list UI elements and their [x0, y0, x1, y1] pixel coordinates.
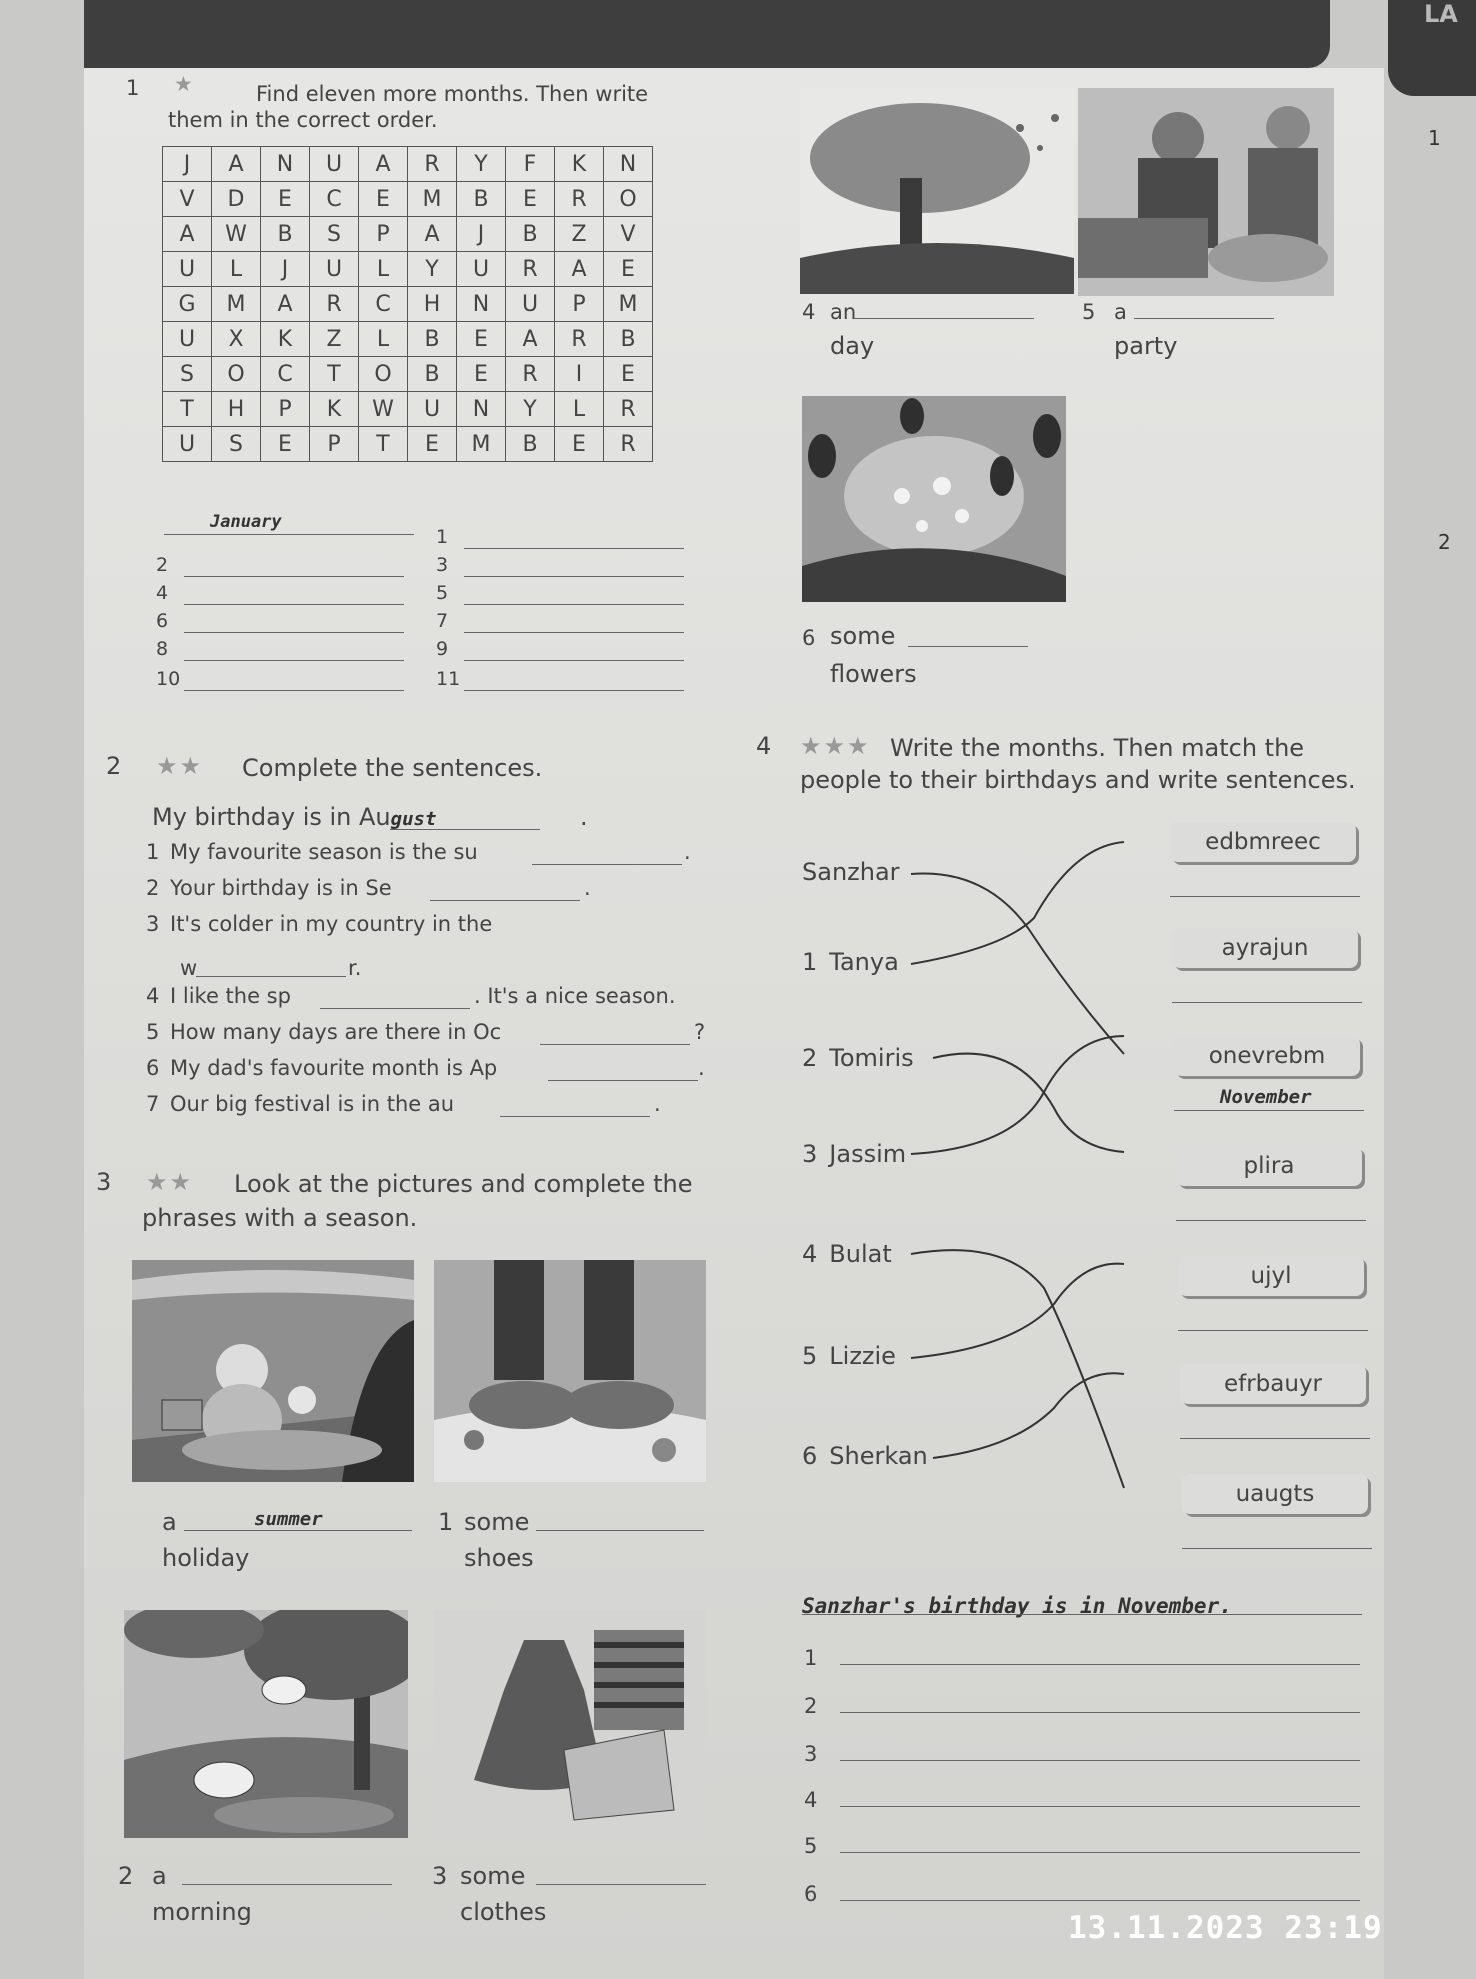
grid-cell: O: [604, 182, 653, 217]
grid-cell: H: [212, 392, 261, 427]
ex3-a-answer: summer: [254, 1508, 323, 1530]
ex2-example-end: .: [580, 803, 588, 831]
answer-line: [840, 1900, 1360, 1901]
grid-cell: E: [457, 357, 506, 392]
grid-cell: C: [359, 287, 408, 322]
ex2-item-text: My dad's favourite month is Ap: [170, 1056, 498, 1080]
grid-cell: A: [261, 287, 310, 322]
ex3-4-label: 4: [802, 300, 816, 324]
answer-line: [840, 1760, 1360, 1761]
sentence-number: 5: [804, 1834, 818, 1858]
grid-cell: E: [408, 427, 457, 462]
person-number: 4: [802, 1240, 818, 1268]
ex2-item-text: I like the sp: [170, 984, 291, 1008]
grid-cell: O: [212, 357, 261, 392]
answer-number: 11: [436, 668, 461, 690]
grid-cell: M: [212, 287, 261, 322]
answer-line: [840, 1712, 1360, 1713]
ex3-stars: ★★: [146, 1168, 194, 1196]
person-name: Sanzhar: [802, 858, 900, 886]
grid-cell: D: [212, 182, 261, 217]
grid-cell: A: [555, 252, 604, 287]
grid-cell: G: [163, 287, 212, 322]
ex1-instruction-2: them in the correct order.: [168, 108, 438, 132]
ex2-item-ending: . It's a nice season.: [474, 984, 676, 1008]
grid-cell: P: [310, 427, 359, 462]
grid-cell: U: [163, 427, 212, 462]
answer-number: 9: [436, 638, 449, 660]
person-label: [802, 858, 900, 886]
grid-cell: B: [506, 427, 555, 462]
ex3-3-noun: clothes: [460, 1898, 547, 1926]
grid-cell: E: [261, 427, 310, 462]
answer-line: [840, 1664, 1360, 1665]
grid-cell: L: [359, 252, 408, 287]
grid-cell: K: [310, 392, 359, 427]
anagram-box: edbmreec: [1170, 822, 1356, 862]
grid-cell: M: [457, 427, 506, 462]
grid-cell: R: [555, 182, 604, 217]
person-name: Bulat: [829, 1240, 892, 1268]
photo-timestamp: 13.11.2023 23:19: [1068, 1910, 1383, 1946]
grid-cell: L: [555, 392, 604, 427]
person-label: [802, 1140, 906, 1168]
ex2-item-text: Your birthday is in Se: [170, 876, 392, 900]
answer-number: 4: [156, 582, 169, 604]
grid-cell: T: [310, 357, 359, 392]
person-number: 5: [802, 1342, 818, 1370]
sentence-number: 3: [804, 1742, 818, 1766]
answer-number: 1: [436, 526, 449, 548]
grid-cell: E: [457, 322, 506, 357]
ex2-instruction: Complete the sentences.: [242, 754, 543, 782]
answer-line: [1176, 1220, 1366, 1221]
person-number: 6: [802, 1442, 818, 1470]
grid-cell: C: [261, 357, 310, 392]
grid-cell: U: [310, 147, 359, 182]
person-label: [802, 1442, 928, 1470]
answer-line: [1170, 896, 1360, 897]
anagram-box: ayrajun: [1172, 928, 1358, 968]
ex1-example-answer: January: [210, 512, 282, 532]
ex2-item-number: 2: [146, 876, 160, 900]
ex3-3-prefix: some: [460, 1862, 526, 1890]
grid-cell: B: [506, 217, 555, 252]
grid-cell: R: [408, 147, 457, 182]
answer-number: 10: [156, 668, 181, 690]
grid-cell: U: [506, 287, 555, 322]
ex2-item3-end: r.: [348, 956, 362, 980]
answer-number: 5: [436, 582, 449, 604]
ex3-1-noun: shoes: [464, 1544, 534, 1572]
grid-cell: J: [163, 147, 212, 182]
ex2-item-text: It's colder in my country in the: [170, 912, 493, 936]
corner-tab-label: LA: [1424, 0, 1458, 28]
person-name: Jassim: [829, 1140, 907, 1168]
answer-line: [1178, 1330, 1368, 1331]
answer-line: [802, 1614, 1362, 1615]
margin-number-2: 2: [1438, 530, 1451, 554]
grid-cell: R: [310, 287, 359, 322]
grid-cell: P: [555, 287, 604, 322]
person-name: Tomiris: [829, 1044, 914, 1072]
ex4-instruction: Write the months. Then match the: [890, 734, 1305, 762]
grid-cell: U: [163, 252, 212, 287]
person-label: [802, 1240, 892, 1268]
person-label: [802, 1044, 914, 1072]
ex3-1-label: 1: [438, 1508, 454, 1536]
ex2-item-ending: ?: [694, 1020, 706, 1044]
grid-cell: P: [359, 217, 408, 252]
grid-cell: V: [604, 217, 653, 252]
ex3-a-label: a: [162, 1508, 177, 1536]
ex2-item-ending: .: [654, 1092, 661, 1116]
answer-number: 8: [156, 638, 169, 660]
anagram-box: efrbauyr: [1180, 1364, 1366, 1404]
answer-line: [1174, 1110, 1364, 1111]
grid-cell: E: [261, 182, 310, 217]
grid-cell: U: [408, 392, 457, 427]
grid-cell: M: [408, 182, 457, 217]
ex2-number: 2: [106, 752, 122, 780]
grid-cell: R: [506, 252, 555, 287]
ex2-item3-start: w: [180, 956, 198, 980]
ex3-4-prefix: an: [830, 300, 857, 324]
grid-cell: B: [408, 357, 457, 392]
ex2-stars: ★★: [156, 752, 204, 780]
ex2-item-ending: .: [698, 1056, 705, 1080]
grid-cell: T: [359, 427, 408, 462]
anagram-box: onevrebm: [1174, 1036, 1360, 1076]
ex3-1-prefix: some: [464, 1508, 530, 1536]
answer-number: 3: [436, 554, 449, 576]
grid-cell: K: [261, 322, 310, 357]
workbook-page: [84, 68, 1451, 1979]
grid-cell: A: [359, 147, 408, 182]
grid-cell: Y: [408, 252, 457, 287]
ex3-2-label: 2: [118, 1862, 134, 1890]
person-number: 1: [802, 948, 818, 976]
ex4-instruction-2: people to their birthdays and write sentences.: [800, 766, 1356, 794]
ex3-2-noun: morning: [152, 1898, 252, 1926]
ex2-item-text: My favourite season is the su: [170, 840, 478, 864]
ex3-a-noun: holiday: [162, 1544, 250, 1572]
grid-cell: A: [163, 217, 212, 252]
ex2-item-ending: .: [584, 876, 591, 900]
grid-cell: T: [163, 392, 212, 427]
ex4-stars: ★★★: [800, 732, 871, 760]
ex1-stars: ★: [174, 72, 195, 96]
answer-line: [840, 1852, 1360, 1853]
ex3-5-label: 5: [1082, 300, 1096, 324]
grid-cell: B: [457, 182, 506, 217]
grid-cell: O: [359, 357, 408, 392]
answer-number: 6: [156, 610, 169, 632]
ex2-example-answer: gust: [390, 808, 437, 830]
grid-cell: C: [310, 182, 359, 217]
answer-line: [1180, 1438, 1370, 1439]
grid-cell: A: [506, 322, 555, 357]
grid-cell: A: [212, 147, 261, 182]
grid-cell: K: [555, 147, 604, 182]
grid-cell: Z: [555, 217, 604, 252]
person-name: Sherkan: [829, 1442, 928, 1470]
person-name: Tanya: [829, 948, 899, 976]
grid-cell: U: [457, 252, 506, 287]
anagram-box: uaugts: [1182, 1474, 1368, 1514]
person-number: 3: [802, 1140, 818, 1168]
anagram-answer: November: [1220, 1086, 1312, 1108]
answer-number: 7: [436, 610, 449, 632]
answer-line: [840, 1806, 1360, 1807]
ex4-number: 4: [756, 732, 772, 760]
ex1-instruction: Find eleven more months. Then write: [256, 82, 649, 106]
grid-cell: R: [604, 427, 653, 462]
ex2-item-number: 6: [146, 1056, 160, 1080]
grid-cell: N: [457, 392, 506, 427]
ex2-item-number: 7: [146, 1092, 160, 1116]
grid-cell: E: [359, 182, 408, 217]
grid-cell: R: [604, 392, 653, 427]
ex4-example-sentence: Sanzhar's birthday is in November.: [802, 1594, 1232, 1618]
ex3-6-label: 6: [802, 626, 816, 650]
margin-number-1: 1: [1428, 126, 1441, 150]
anagram-box: plira: [1176, 1146, 1362, 1186]
ex3-number: 3: [96, 1168, 112, 1196]
top-banner: [84, 0, 1330, 68]
grid-cell: B: [408, 322, 457, 357]
grid-cell: E: [506, 182, 555, 217]
sentence-number: 6: [804, 1882, 818, 1906]
grid-cell: B: [604, 322, 653, 357]
grid-cell: J: [261, 252, 310, 287]
grid-cell: B: [261, 217, 310, 252]
ex2-example-before: My birthday is in Au: [152, 803, 391, 831]
ex2-item-number: 4: [146, 984, 160, 1008]
anagram-box: ujyl: [1178, 1256, 1364, 1296]
ex2-item-ending: .: [684, 840, 691, 864]
ex3-2-prefix: a: [152, 1862, 167, 1890]
grid-cell: N: [261, 147, 310, 182]
grid-cell: I: [555, 357, 604, 392]
grid-cell: L: [212, 252, 261, 287]
grid-cell: E: [555, 427, 604, 462]
ex1-number: 1: [126, 76, 140, 100]
grid-cell: E: [604, 252, 653, 287]
grid-cell: U: [163, 322, 212, 357]
grid-cell: V: [163, 182, 212, 217]
person-label: [802, 1342, 896, 1370]
ex2-item-text: How many days are there in Oc: [170, 1020, 502, 1044]
answer-line: [1182, 1548, 1372, 1549]
grid-cell: N: [457, 287, 506, 322]
grid-cell: N: [604, 147, 653, 182]
person-label: [802, 948, 899, 976]
person-number: 2: [802, 1044, 818, 1072]
ex3-6-noun: flowers: [830, 660, 917, 688]
grid-cell: L: [359, 322, 408, 357]
ex3-6-prefix: some: [830, 622, 896, 650]
ex2-item-text: Our big festival is in the au: [170, 1092, 455, 1116]
grid-cell: P: [261, 392, 310, 427]
ex3-instruction: Look at the pictures and complete the: [234, 1170, 693, 1198]
ex3-instruction-2: phrases with a season.: [142, 1204, 418, 1232]
ex3-5-prefix: a: [1114, 300, 1127, 324]
ex2-item-number: 5: [146, 1020, 160, 1044]
grid-cell: S: [163, 357, 212, 392]
grid-cell: R: [555, 322, 604, 357]
grid-cell: F: [506, 147, 555, 182]
sentence-number: 2: [804, 1694, 818, 1718]
grid-cell: E: [604, 357, 653, 392]
ex3-4-noun: day: [830, 332, 875, 360]
grid-cell: H: [408, 287, 457, 322]
grid-cell: Y: [506, 392, 555, 427]
grid-cell: M: [604, 287, 653, 322]
answer-line: [1172, 1002, 1362, 1003]
grid-cell: W: [212, 217, 261, 252]
grid-cell: W: [359, 392, 408, 427]
answer-number: 2: [156, 554, 169, 576]
ex2-item-number: 1: [146, 840, 160, 864]
grid-cell: Z: [310, 322, 359, 357]
sentence-number: 4: [804, 1788, 818, 1812]
ex3-5-noun: party: [1114, 332, 1178, 360]
grid-cell: U: [310, 252, 359, 287]
ex2-item-number: 3: [146, 912, 160, 936]
grid-cell: S: [310, 217, 359, 252]
grid-cell: Y: [457, 147, 506, 182]
grid-cell: S: [212, 427, 261, 462]
grid-cell: A: [408, 217, 457, 252]
matching-lines: [84, 68, 1384, 1979]
ex3-3-label: 3: [432, 1862, 448, 1890]
sentence-number: 1: [804, 1646, 818, 1670]
grid-cell: X: [212, 322, 261, 357]
grid-cell: J: [457, 217, 506, 252]
person-name: Lizzie: [829, 1342, 896, 1370]
grid-cell: R: [506, 357, 555, 392]
